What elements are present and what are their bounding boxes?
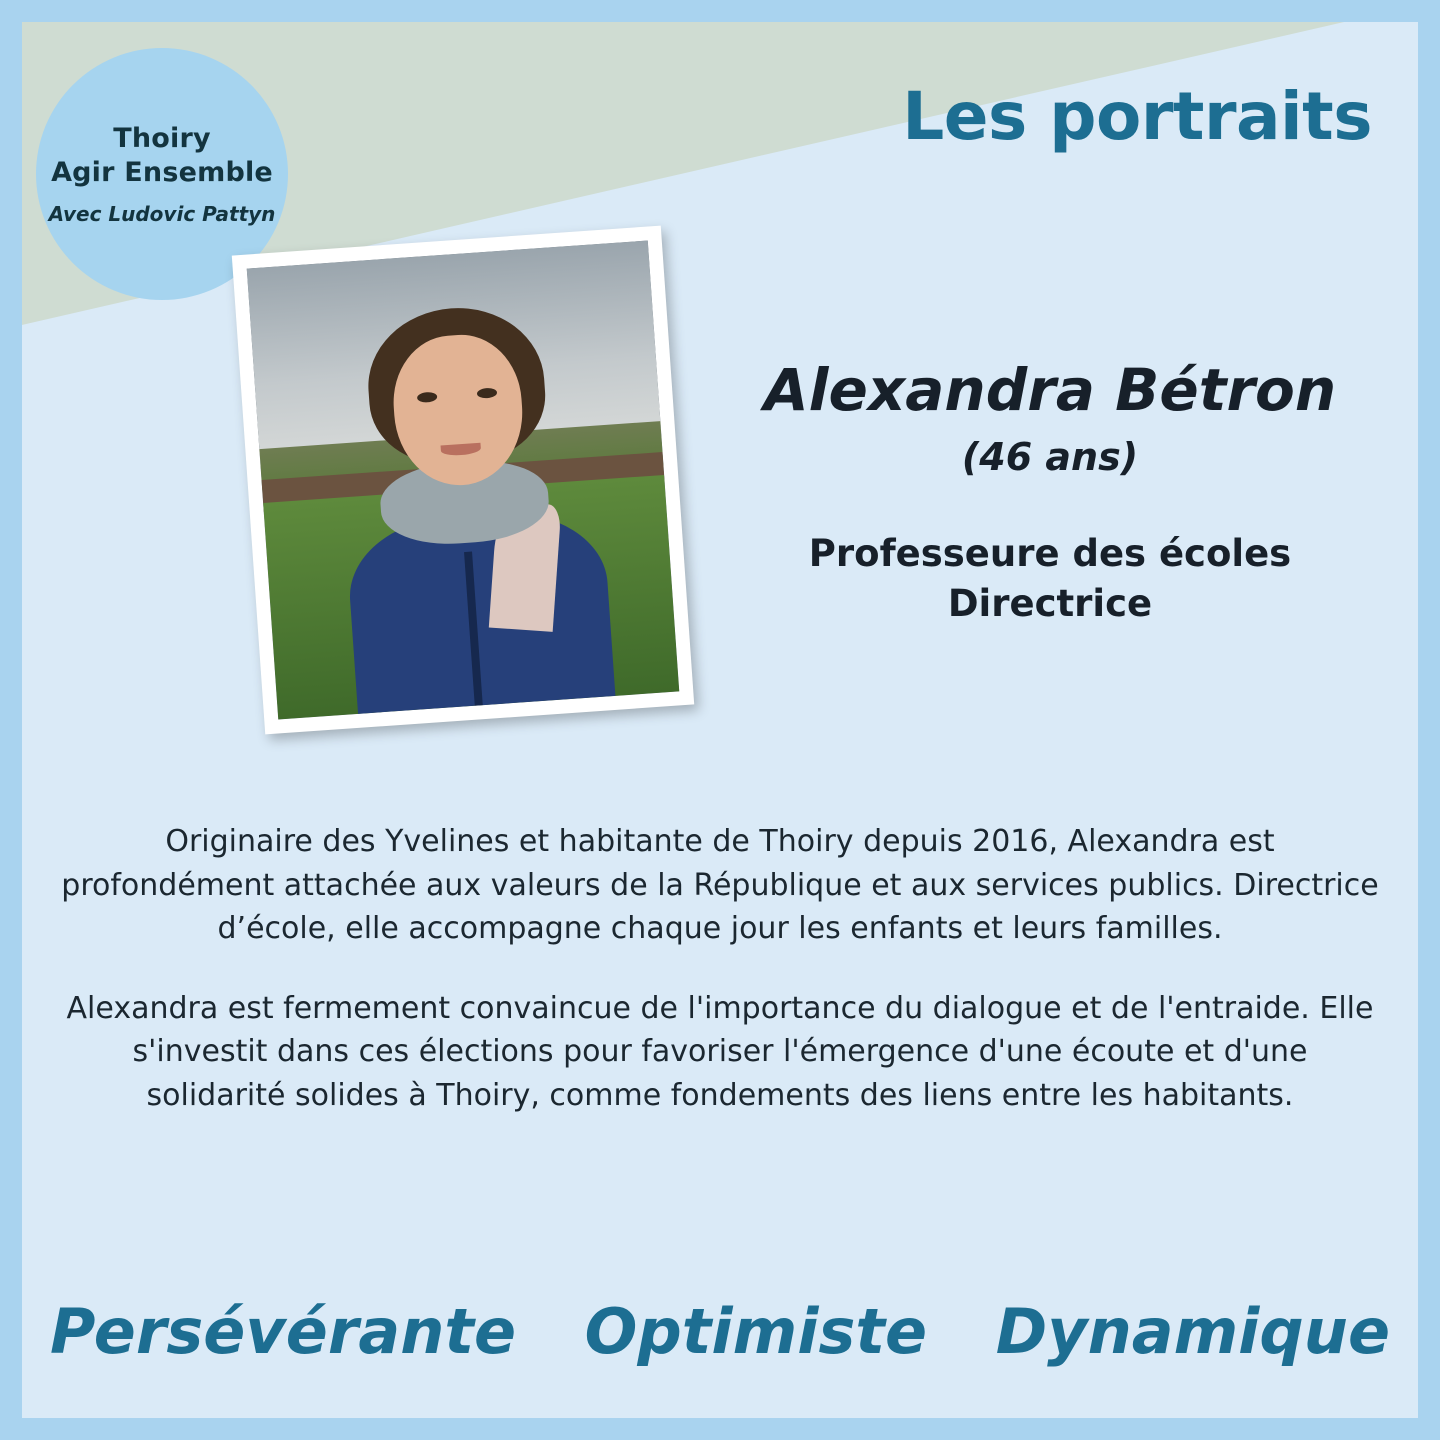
quality-3: Dynamique xyxy=(995,1295,1390,1368)
person-role xyxy=(720,529,1380,629)
portrait-photo-frame xyxy=(232,226,694,735)
person-age: (46 ans) xyxy=(961,434,1139,479)
biography-paragraph-2: Alexandra est fermement convaincue de l'importance du dialogue et de l'entraide. Elle s'investit dans ces élections pour favoriser l'émergence d'une écoute et d'une solidarité solides à Thoiry, comme fondements des liens entre les habitants. xyxy=(66,990,1374,1113)
person-identity-block xyxy=(720,356,1380,629)
biography-paragraph-1: Originaire des Yvelines et habitante de Thoiry depuis 2016, Alexandra est profondément attachée aux valeurs de la République et aux services publics. Directrice d’école, elle accompagne chaque jour les enfants et leurs familles. xyxy=(61,824,1379,946)
person-role-line-1: Professeure des écoles xyxy=(808,531,1292,575)
quality-2: Optimiste xyxy=(584,1295,928,1368)
logo-line-1: Thoiry xyxy=(113,123,211,155)
biography-text xyxy=(60,820,1380,1117)
logo-subtitle: Avec Ludovic Pattyn xyxy=(48,201,276,226)
qualities-row xyxy=(50,1295,1390,1368)
logo-line-2: Agir Ensemble xyxy=(51,157,273,188)
page-title: Les portraits xyxy=(902,78,1372,155)
portrait-photo xyxy=(247,241,680,720)
person-name: Alexandra Bétron xyxy=(763,356,1337,424)
person-role-line-2: Directrice xyxy=(947,581,1153,625)
quality-1: Persévérante xyxy=(50,1295,517,1368)
